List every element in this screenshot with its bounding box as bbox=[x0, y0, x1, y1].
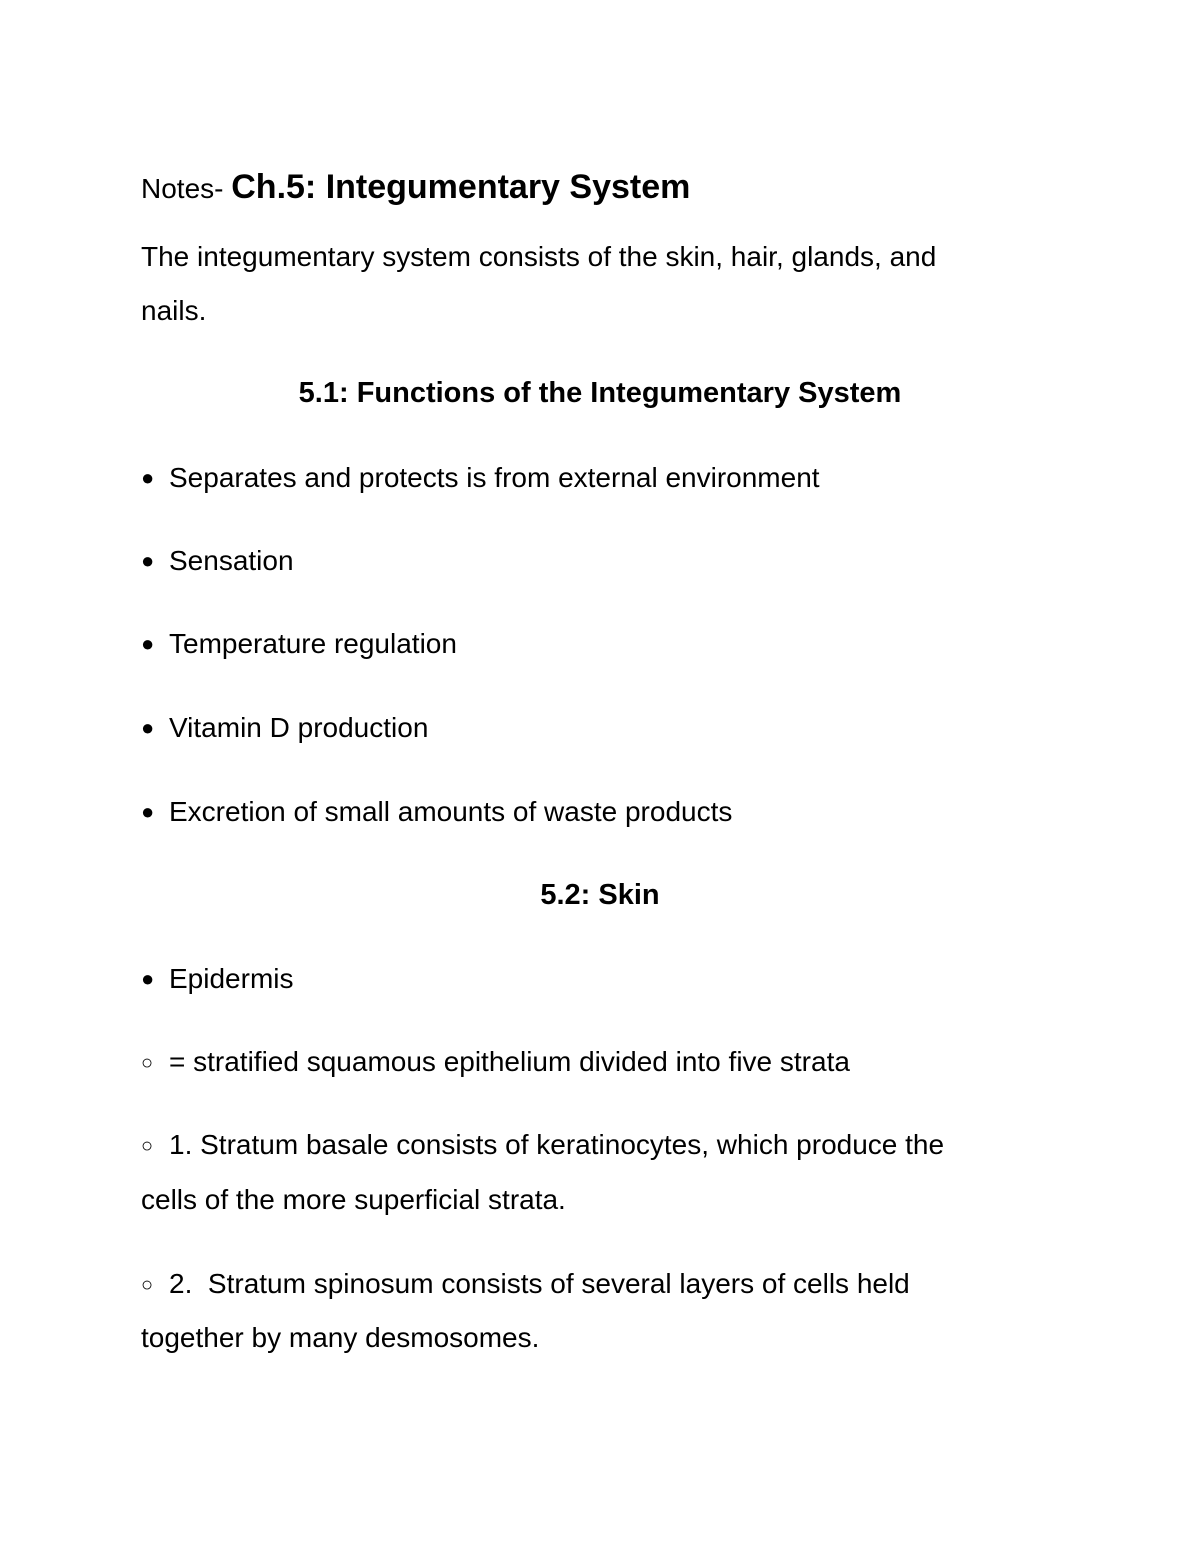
bullet-icon: ● bbox=[141, 715, 155, 740]
title-prefix: Notes- bbox=[141, 173, 232, 204]
sub-list-item-text: 1. Stratum basale consists of keratinocytes, which produce the bbox=[169, 1129, 945, 1160]
sub-bullet-icon: ○ bbox=[141, 1135, 154, 1157]
sub-list-item-text: 2. Stratum spinosum consists of several layers of cells held bbox=[169, 1268, 910, 1299]
bullet-icon: ● bbox=[141, 548, 155, 573]
list-item-text: Separates and protects is from external environment bbox=[169, 462, 820, 493]
list-item-text: Epidermis bbox=[169, 963, 294, 994]
list-item bbox=[141, 962, 293, 998]
list-item-text: Excretion of small amounts of waste products bbox=[169, 796, 733, 827]
sub-list-item-continuation: cells of the more superficial strata. bbox=[141, 1184, 566, 1215]
list-item-text: Temperature regulation bbox=[169, 628, 457, 659]
section-heading-functions: 5.1: Functions of the Integumentary System bbox=[298, 377, 902, 409]
list-item bbox=[141, 544, 294, 580]
intro-line-1: The integumentary system consists of the skin, hair, glands, and bbox=[141, 241, 937, 272]
bullet-icon: ● bbox=[141, 966, 155, 991]
bullet-icon: ● bbox=[141, 631, 155, 656]
bullet-icon: ● bbox=[141, 465, 155, 490]
section-heading-skin: 5.2: Skin bbox=[540, 879, 660, 911]
list-item-text: Vitamin D production bbox=[169, 712, 429, 743]
list-item bbox=[141, 711, 428, 747]
sub-list-item-continuation: together by many desmosomes. bbox=[141, 1322, 540, 1353]
list-item-text: Sensation bbox=[169, 545, 294, 576]
sub-bullet-icon: ○ bbox=[141, 1274, 154, 1296]
sub-list-item bbox=[141, 1128, 944, 1165]
intro-line-2: nails. bbox=[141, 295, 207, 326]
title-main: Ch.5: Integumentary System bbox=[231, 168, 691, 206]
sub-list-item-text: = stratified squamous epithelium divided into five strata bbox=[169, 1046, 850, 1077]
list-item bbox=[141, 461, 820, 497]
list-item bbox=[141, 627, 457, 663]
sub-list-item bbox=[141, 1045, 850, 1082]
page-title bbox=[141, 170, 690, 206]
sub-bullet-icon: ○ bbox=[141, 1052, 154, 1074]
bullet-icon: ● bbox=[141, 799, 155, 824]
list-item bbox=[141, 795, 732, 831]
sub-list-item bbox=[141, 1267, 910, 1304]
